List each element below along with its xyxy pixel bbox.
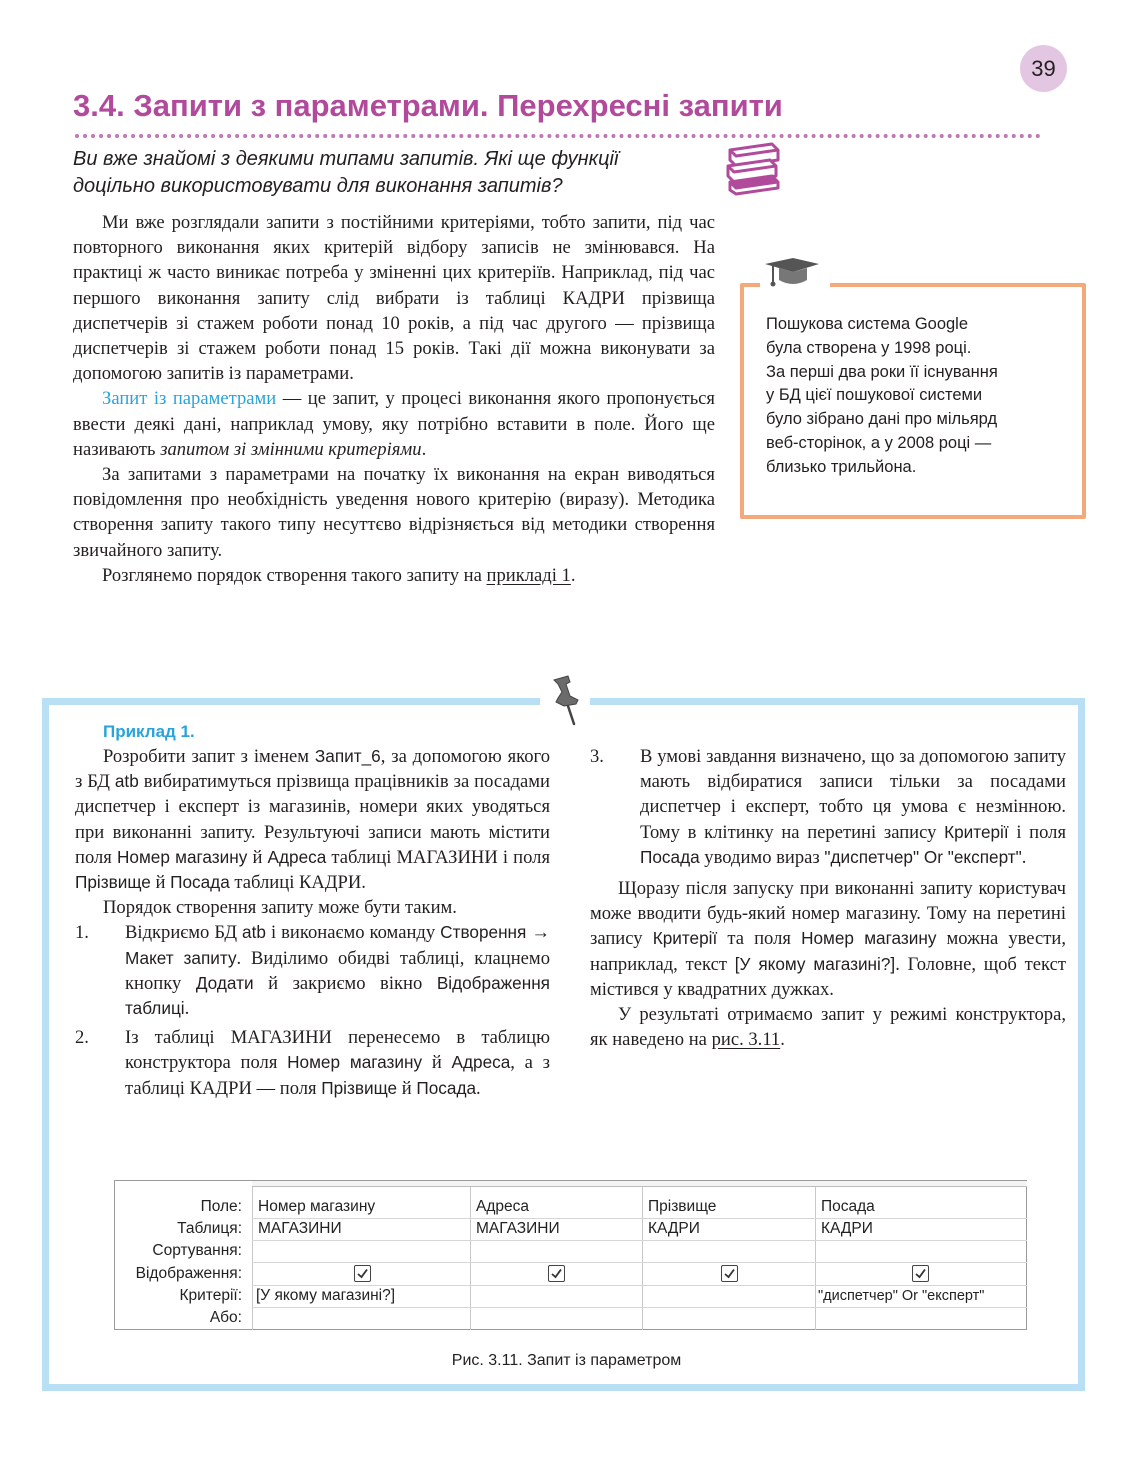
step-text	[640, 744, 1066, 870]
grid-cell-table[interactable]: КАДРИ	[821, 1220, 873, 1237]
grid-row-divider	[252, 1262, 1027, 1263]
intro-line: доцільно використовувати для виконання запитів?	[73, 175, 563, 197]
field-name: Номер магазину	[801, 928, 937, 949]
text: .	[184, 998, 190, 1020]
field-name: Адреса	[267, 846, 327, 867]
grid-cell-table[interactable]: КАДРИ	[648, 1220, 700, 1237]
paragraph-text: Розглянемо порядок створення такого запиту на	[102, 564, 487, 586]
example-left-column	[75, 744, 550, 1101]
text: можна увести, наприклад, текст	[590, 928, 1066, 975]
pushpin-icon	[548, 674, 584, 726]
step-number: 2.	[75, 1027, 89, 1049]
graduation-cap-icon	[763, 256, 821, 292]
text: У результаті отримаємо запит у режимі конструктора, як наведено на	[590, 1004, 1066, 1051]
note-line: веб-сторінок, а у 2008 році —	[766, 433, 992, 452]
term-highlight: Запит із параметрами	[102, 388, 277, 410]
grid-column-divider	[252, 1187, 253, 1330]
paragraph	[590, 1002, 1066, 1052]
row-name: Критерії	[944, 821, 1009, 842]
step-number: 3.	[590, 746, 604, 767]
text: .	[780, 1029, 785, 1051]
step-text	[125, 1025, 550, 1101]
text: і поля	[1008, 821, 1067, 843]
example-intro	[75, 744, 550, 895]
text: уводимо вираз	[699, 846, 825, 868]
step-text	[125, 920, 550, 1021]
example-label: Приклад 1.	[103, 722, 195, 741]
note-line: було зібрано дані про мільярд	[766, 410, 998, 429]
order-line: Порядок створення запиту може бути таким.	[103, 897, 457, 919]
text: Із таблиці МАГАЗИНИ перенесемо в таблицю конструктора поля	[125, 1027, 550, 1074]
text: й	[150, 872, 171, 894]
checkmark-icon	[914, 1267, 927, 1280]
figure-reference-link[interactable]: рис. 3.11	[711, 1029, 781, 1051]
grid-row-divider	[252, 1307, 1027, 1308]
row-label-table: Таблиця:	[177, 1220, 242, 1237]
figure-caption: Рис. 3.11. Запит із параметром	[451, 1352, 682, 1369]
step-number: 1.	[75, 922, 89, 944]
field-name: Посада	[170, 872, 230, 893]
grid-cell-criteria[interactable]: [У якому магазині?]	[256, 1287, 396, 1304]
row-label-or: Або:	[209, 1309, 242, 1326]
page-number: 39	[1020, 45, 1067, 92]
grid-cell-field[interactable]: Прізвище	[648, 1198, 717, 1215]
note-text	[766, 313, 1066, 480]
note-line: у БД цієї пошукової системи	[766, 386, 983, 405]
field-name: Адреса	[451, 1052, 511, 1073]
paragraph	[590, 876, 1066, 1002]
note-line: близько трильйона.	[766, 457, 917, 476]
parameter-text: [У якому магазині?]	[734, 953, 896, 974]
text: Розробити запит з іменем	[103, 746, 315, 767]
text: й	[422, 1052, 452, 1074]
paragraph	[73, 563, 715, 588]
grid-column-divider	[470, 1187, 471, 1330]
text: . Головне, щоб текст містився у квадратних дужках.	[590, 953, 1066, 1000]
grid-cell-criteria[interactable]: "диспетчер" Or "експерт"	[818, 1288, 985, 1304]
checkmark-icon	[356, 1267, 369, 1280]
grid-header-strip	[252, 1181, 1027, 1187]
text: В умові завдання визначено, що за допомогою запиту мають відбиратися записи тільки за посадами диспетчер і експерт, тобто ця умова є незмінною. Тому в клітинку на перетині запису	[640, 746, 1066, 843]
command-name: Макет запиту	[125, 947, 237, 968]
field-name: Прізвище	[321, 1077, 398, 1098]
query-name: Запит_6	[314, 746, 381, 766]
note-line: Пошукова система Google	[766, 315, 969, 333]
grid-row-divider	[252, 1218, 1027, 1219]
example-reference-link[interactable]: прикладі 1	[486, 564, 571, 586]
step-2	[75, 1025, 550, 1101]
db-name: atb	[114, 771, 139, 792]
text: Відкриємо БД	[125, 922, 243, 944]
text: , за допомогою якого з БД	[75, 746, 550, 793]
grid-cell-table[interactable]: МАГАЗИНИ	[476, 1220, 560, 1237]
field-name: Посада	[416, 1077, 477, 1098]
show-checkbox[interactable]	[721, 1265, 738, 1282]
show-checkbox[interactable]	[912, 1265, 929, 1282]
paragraph-text: .	[570, 564, 576, 586]
main-text	[73, 210, 715, 588]
field-name: Прізвище	[75, 872, 151, 893]
checkmark-icon	[550, 1267, 563, 1280]
paragraph-text: — це запит, у процесі виконання якого пропонується ввести деякі дані, наприклад умову, яку потрібно вставити в поле. Його ще називають	[73, 388, 715, 460]
arrow-right-icon: →	[531, 922, 550, 944]
text: вибиратимуться прізвища працівників за посадами диспетчер і експерт із магазинів, номери яких уводяться при виконанні запиту. Результуючі записи мають містити поля	[75, 771, 551, 868]
text: .	[476, 1077, 481, 1099]
text: таблиці МАГАЗИНИ і поля	[326, 846, 550, 868]
grid-cell-field[interactable]: Адреса	[476, 1198, 529, 1215]
text: Щоразу після запуску при виконанні запиту користувач може вводити будь-який номер магазину. Тому на перетині запису	[590, 878, 1066, 950]
show-checkbox[interactable]	[548, 1265, 565, 1282]
italic-term: запитом зі змінними критеріями	[160, 438, 422, 460]
section-title: 3.4. Запити з параметрами. Перехресні запити	[73, 88, 783, 123]
db-name: atb	[242, 922, 266, 943]
row-label-criteria: Критерії:	[179, 1287, 242, 1304]
text: .	[1021, 846, 1027, 868]
grid-row-divider	[252, 1240, 1027, 1241]
title-dotted-rule	[75, 134, 1041, 138]
intro-question	[73, 146, 713, 200]
grid-cell-field[interactable]: Посада	[821, 1198, 875, 1215]
checkmark-icon	[723, 1267, 736, 1280]
grid-cell-table[interactable]: МАГАЗИНИ	[258, 1220, 342, 1237]
field-name: Номер магазину	[287, 1052, 423, 1073]
paragraph: Ми вже розглядали запити з постійними критеріями, тобто запити, під час повторного виконання яких критерій відбору записів не змінювався. На практиці ж часто виникає потреба у зміненні цих критеріїв. Наприклад, під час першого виконання запиту слід вибрати із таблиці КАДРИ прізвища диспетчерів зі стажем роботи понад 10 років, а під час другого — прізвища диспетчерів зі стажем роботи понад 15 років. Такі дії можна виконувати за допомогою запитів із параметрами.	[73, 212, 715, 385]
show-checkbox[interactable]	[354, 1265, 371, 1282]
field-name: Посада	[640, 846, 700, 867]
row-label-field: Поле:	[200, 1198, 242, 1215]
field-name: Номер магазину	[116, 846, 248, 867]
button-name: Додати	[195, 972, 254, 993]
text: таблиці КАДРИ.	[229, 872, 366, 894]
text: та поля	[717, 928, 802, 950]
step-3	[590, 744, 1066, 870]
paragraph	[73, 386, 715, 462]
example-right-column	[590, 744, 1066, 1052]
command-name: Створення	[440, 922, 527, 943]
row-name: Критерії	[652, 928, 718, 949]
text: й	[397, 1077, 417, 1099]
row-label-sort: Сортування:	[152, 1242, 242, 1259]
row-label-show: Відображення:	[135, 1265, 242, 1282]
note-line: була створена у 1998 році.	[766, 338, 972, 357]
window-name: Відображення таблиці	[125, 972, 550, 1019]
paragraph-text: .	[421, 438, 427, 460]
grid-column-divider	[642, 1187, 643, 1330]
text: . Виділимо обидві таблиці, клацнемо кнопку	[125, 947, 550, 994]
step-1	[75, 920, 550, 1021]
text: , а з таблиці КАДРИ — поля	[125, 1052, 550, 1099]
expression: "диспетчер" Or "експерт"	[824, 846, 1022, 867]
note-line: За перші два роки її існування	[766, 362, 998, 381]
grid-cell-field[interactable]: Номер магазину	[258, 1198, 376, 1215]
intro-line: Ви вже знайомі з деякими типами запитів. Які ще функції	[73, 148, 619, 170]
text: й закриємо вікно	[253, 972, 437, 994]
paragraph: За запитами з параметрами на початку їх виконання на екран виводяться повідомлення про необхідність уведення нового критерію (виразу). Методика створення запиту такого типу несуттєво відрізняється від методики створення звичайного запиту.	[73, 464, 715, 561]
grid-column-divider	[815, 1187, 816, 1330]
query-design-grid	[114, 1180, 1027, 1330]
text: і виконаємо команду	[265, 922, 441, 944]
text: й	[247, 846, 268, 868]
books-icon	[724, 140, 782, 196]
